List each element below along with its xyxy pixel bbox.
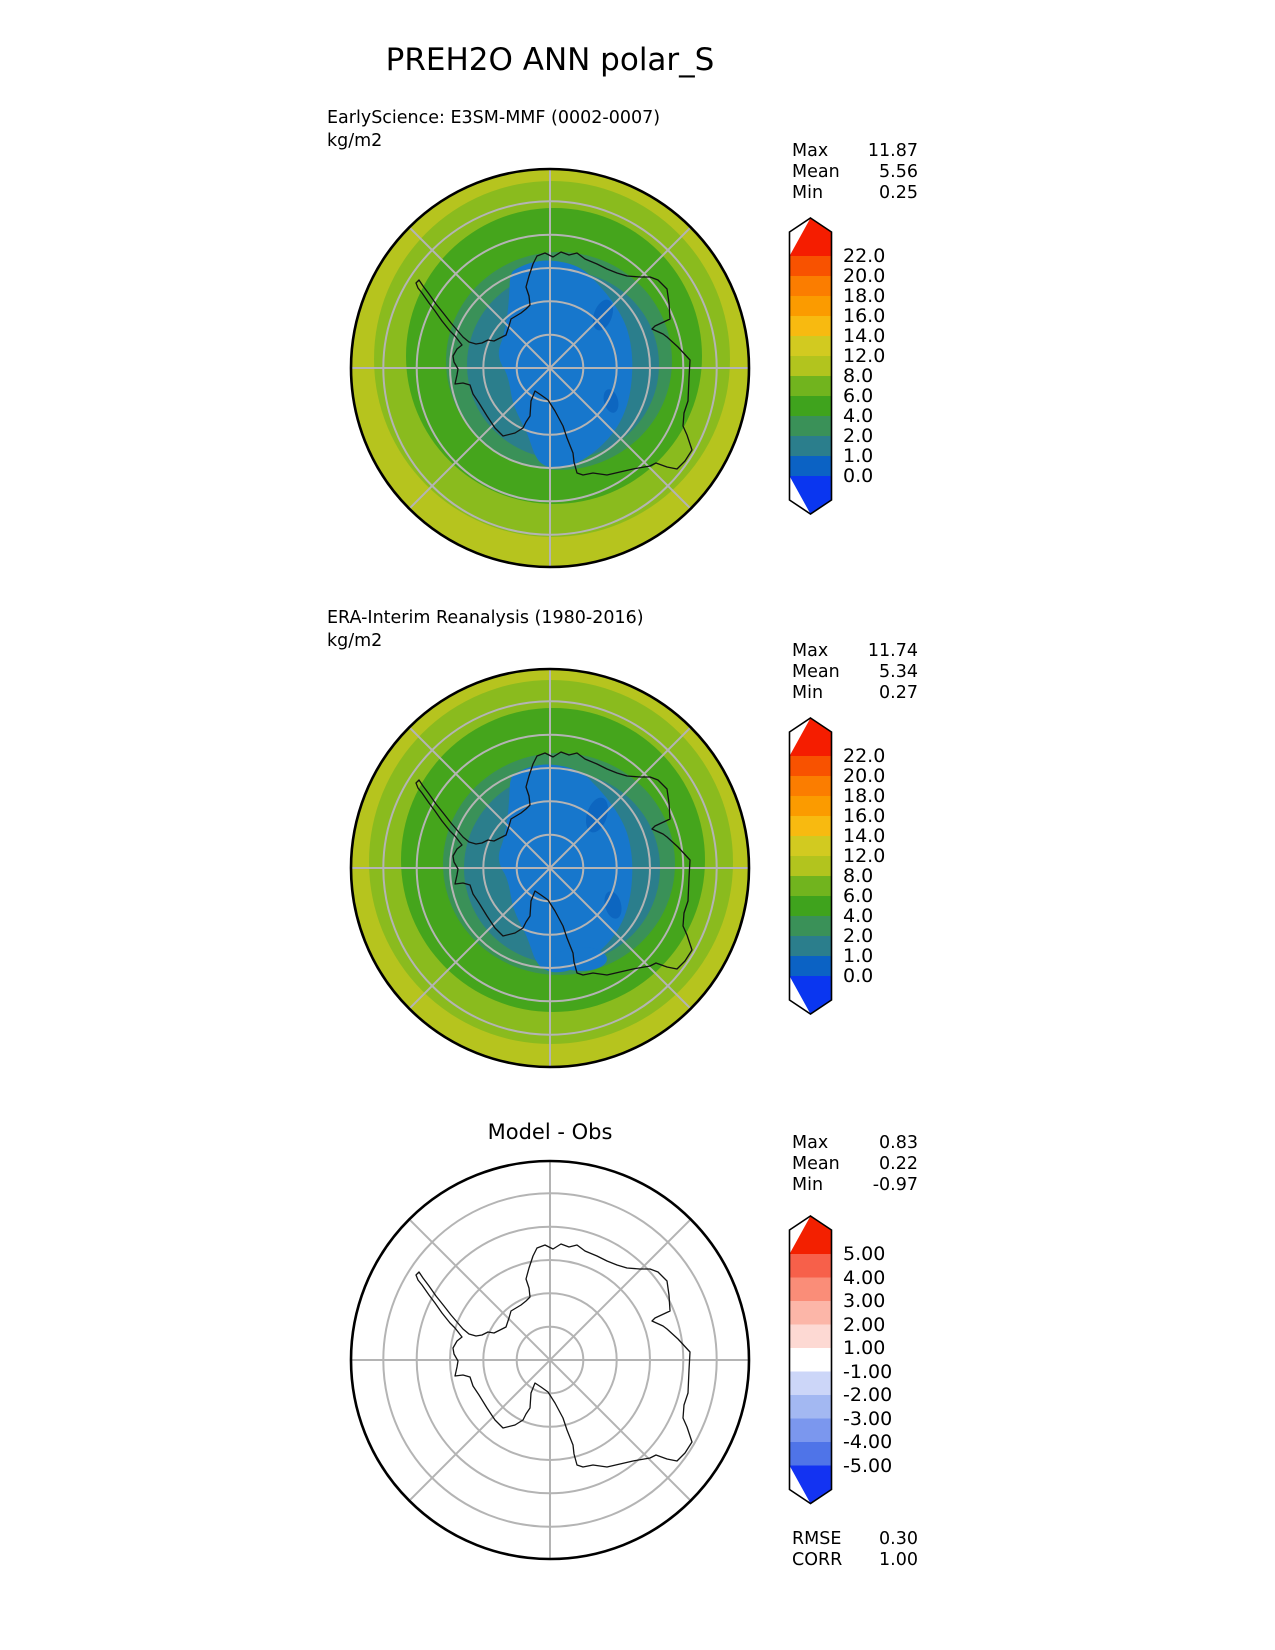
- panel3-extra-stats: [792, 1529, 918, 1571]
- stat-value: 0.27: [879, 683, 918, 703]
- stat-value: 0.25: [879, 183, 918, 203]
- stat-label: Min: [792, 683, 824, 703]
- stat-value: 11.74: [867, 641, 918, 661]
- stat-row: [792, 1550, 918, 1571]
- map-diff: [345, 1155, 755, 1565]
- colorbar-tick-label: 1.0: [843, 945, 874, 967]
- panel2-subtitle: ERA-Interim Reanalysis (1980-2016): [327, 608, 644, 628]
- colorbar-tick-label: -3.00: [843, 1407, 893, 1430]
- stat-row: [792, 183, 918, 204]
- map-model: [345, 163, 755, 573]
- colorbar-tick-label: 12.0: [843, 345, 886, 367]
- colorbar-tick-label: -5.00: [843, 1454, 893, 1477]
- colorbar-tick-label: 0.0: [843, 465, 874, 487]
- colorbar-tick-label: 4.00: [843, 1266, 886, 1289]
- colorbar-tick-label: -4.00: [843, 1431, 893, 1453]
- stat-label: Min: [792, 1175, 824, 1195]
- colorbar-tick-label: -1.00: [843, 1360, 893, 1383]
- colorbar-tick-label: 22.0: [843, 245, 886, 267]
- colorbar-tick-label: 1.00: [843, 1337, 886, 1359]
- panel3-title: Model - Obs: [487, 1120, 613, 1144]
- stat-row: [792, 1175, 918, 1196]
- panel2-units: kg/m2: [327, 631, 383, 651]
- stat-value: 11.87: [867, 141, 918, 161]
- stat-value: -0.97: [872, 1175, 918, 1195]
- stat-value: 0.30: [879, 1529, 918, 1549]
- panel2-stats: [792, 641, 918, 704]
- stat-value: 1.00: [879, 1550, 918, 1570]
- stat-row: [792, 1133, 918, 1154]
- stat-value: 0.22: [879, 1154, 918, 1174]
- colorbar-tick-label: 14.0: [843, 825, 886, 847]
- colorbar-tick-label: 5.00: [843, 1243, 886, 1265]
- stat-row: [792, 641, 918, 662]
- stat-label: RMSE: [792, 1529, 842, 1549]
- colorbar-obs: [788, 717, 928, 1013]
- panel3-stats: [792, 1133, 918, 1196]
- stat-label: Mean: [792, 162, 840, 182]
- colorbar-tick-label: 1.0: [843, 445, 874, 467]
- colorbar-tick-label: 3.00: [843, 1290, 886, 1312]
- stat-label: Max: [792, 141, 829, 161]
- colorbar-model: [788, 217, 928, 513]
- map-obs: [345, 663, 755, 1073]
- colorbar-gradient: [788, 717, 833, 1015]
- colorbar-tick-label: -2.00: [843, 1384, 893, 1406]
- colorbar-gradient: [788, 217, 833, 515]
- colorbar-tick-label: 6.0: [843, 885, 874, 907]
- stat-value: 5.56: [879, 162, 918, 182]
- colorbar-tick-label: 6.0: [843, 385, 874, 407]
- colorbar-tick-label: 22.0: [843, 745, 886, 767]
- panel1-units: kg/m2: [327, 131, 383, 151]
- colorbar-tick-label: 4.0: [843, 905, 874, 927]
- panel2-header: [327, 607, 747, 653]
- stat-row: [792, 162, 918, 183]
- stat-row: [792, 1529, 918, 1550]
- colorbar-tick-label: 20.0: [843, 265, 886, 287]
- panel1-subtitle: EarlyScience: E3SM-MMF (0002-0007): [327, 108, 661, 128]
- colorbar-tick-label: 18.0: [843, 785, 886, 807]
- figure-title: PREH2O ANN polar_S: [385, 42, 715, 78]
- stat-row: [792, 141, 918, 162]
- panel1-stats: [792, 141, 918, 204]
- colorbar-tick-label: 12.0: [843, 845, 886, 867]
- colorbar-tick-label: 16.0: [843, 305, 886, 327]
- stat-label: Mean: [792, 1154, 840, 1174]
- stat-label: Min: [792, 183, 824, 203]
- panel1-header: [327, 107, 747, 153]
- stat-row: [792, 1154, 918, 1175]
- stat-label: Max: [792, 641, 829, 661]
- colorbar-tick-label: 2.00: [843, 1313, 886, 1336]
- colorbar-tick-label: 8.0: [843, 365, 874, 387]
- stat-label: CORR: [792, 1550, 843, 1570]
- colorbar-tick-label: 4.0: [843, 405, 874, 427]
- colorbar-tick-label: 20.0: [843, 765, 886, 787]
- colorbar-tick-label: 14.0: [843, 325, 886, 347]
- stat-row: [792, 662, 918, 683]
- stat-row: [792, 683, 918, 704]
- colorbar-tick-label: 0.0: [843, 965, 874, 987]
- colorbar-diff: [788, 1215, 928, 1503]
- colorbar-tick-label: 16.0: [843, 805, 886, 827]
- colorbar-tick-label: 8.0: [843, 865, 874, 887]
- colorbar-gradient: [788, 1215, 833, 1505]
- stat-label: Max: [792, 1133, 829, 1153]
- stat-value: 0.83: [879, 1133, 918, 1153]
- colorbar-tick-label: 2.0: [843, 925, 874, 947]
- colorbar-tick-label: 2.0: [843, 425, 874, 447]
- stat-value: 5.34: [879, 662, 918, 682]
- stat-label: Mean: [792, 662, 840, 682]
- colorbar-tick-label: 18.0: [843, 285, 886, 307]
